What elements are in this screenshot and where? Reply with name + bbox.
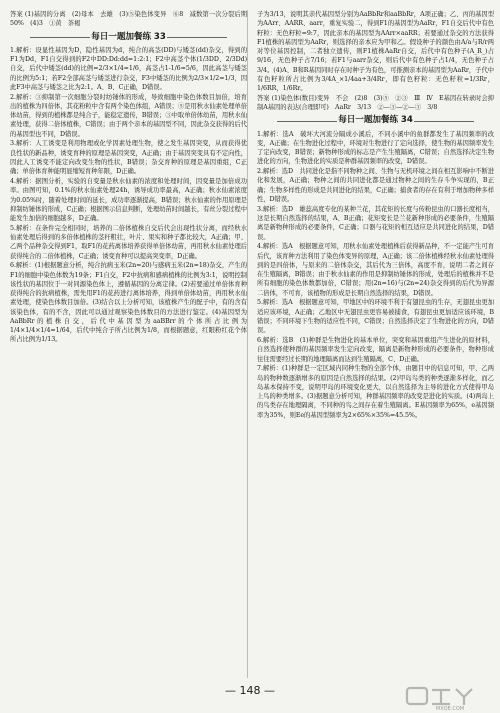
solution-item: 7.解析：(1)种群是一定区域内同种生物的全部个体，由题目中的信息可知，甲、乙两岛的物种数逐渐增多的原因是自然选择的结果。(2)甲岛鸟类的种类逐渐多样化，而乙岛基本保持不变，说明甲岛的环境变化更大，以自然选择为主导的进化方式使得甲岛上鸟的种类增多。(3)据题意分析可知，种群基因频率的改变是进化的实质。(4)两岛上的鸟类存在地理隔离，不同种的鸟之间存在着生殖隔离。E基因频率为65%，e基因频率为35%，则Ee的基因型频率为2×65%×35%=45.5%。 xyxy=(257,365,494,419)
left-intro: 答案 (1)基因的分离 (2)母本 去雄 (3)⑤染色体变异 ⑥8 减数第一次分裂后期 50% (4)3 ①黄 茶褐 xyxy=(10,11,254,28)
solution-item: 6.解析：选B (1)种群是生物进化的基本单位，突变和基因重组产生进化的原材料，自然选择使种群的基因频率发生定向改变，隔离是新物种形成的必要条件，物种形成往往需要经过长期的地理隔离而达到生殖隔离，C、D正确。 xyxy=(257,337,494,363)
solution-item: 2.解析：③抑制第一次细胞分裂时纺锤体的形成，导致细胞中染色体数目加倍，培育出的植株为四倍体，其花粉粒中含有两个染色体组，A错误；⑤是用秋水仙素处理单倍体幼苗，得到的植株都是纯合子，能稳定遗传，B错误；③中取单倍体幼苗，用秋水仙素处理，获得二倍体植株，C错误；由于两个亲本的基因型不同，因此杂交获得的后代的基因型也不同，D错误。 xyxy=(10,93,247,138)
answer-line: 答案 (1)染色体(数目)变异 不会 (2)8 (3)⑤ ②③ Ⅲ Ⅳ E基因在转录时会抑制A基因的表达(合理即可) AaRr 3/13 ②—③—②—③ 3/8 xyxy=(257,94,494,112)
column-divider xyxy=(247,10,248,678)
solution-item: 1.解析：设显性基因为D，隐性基因为d，纯合的高茎(DD)与矮茎(dd)杂交，得到的F1为Dd，F1自交得到的F2中DD:Dd:dd=1:2:1；F2中高茎个体(1/3DD、2/3Dd)自交，后代中矮茎(dd)的比例=2/3×1/4=1/6，高茎占1-1/6=5/6，因此高茎与矮茎的比例为5:1；若F2全部高茎与矮茎进行杂交，F3中矮茎的比例为2/3×1/2=1/3，因此F3中高茎与矮茎之比为2:1。A、B、C正确，D错误。 xyxy=(10,46,247,91)
svg-text:MXQE.COM: MXQE.COM xyxy=(435,706,465,711)
section-title-34: 每日一题加餐练 34 xyxy=(257,116,494,125)
right-intro: 子为3/13，说明其亲代基因型分别为AaBbRr和aaBbRr，A项正确；乙、丙的基因型为AArr、AARR、aarr，重复实验二，得到F1的基因型为AaRr，F1自交后代中有色籽粒：无色籽粒=9:7，因此亲本的基因型为AArr×aaRR；若要通过杂交的方法获得F1植株的基因型为AaRr，则选择的亲本应为甲和乙。假设种子的颜色由A/a与R/r两对等位基因控制，二者独立遗传，则F1植株AaRr自交，后代中有色种子(A_R_)占9/16，无色种子占7/16；若F1与aarr杂交，则后代中有色种子占1/4，无色种子占3/4。(4)A、B和R基因同时存在时种子为有色，可推测亲本的基因型为AaRr，子代中有色籽粒所占比例为3/4A_×1/4aa+3/4Rr，即有色籽粒：无色籽粒=1/3Rr，1/6RR，1/6Rr。 xyxy=(257,11,494,92)
left-column xyxy=(10,10,254,680)
solution-item: 3.解析：人工诱变是利用物理或化学因素处理生物，使之发生基因突变，从而获得优良性状的新品种，诱变育种的原理是基因突变，A正确；由于基因突变具有不定向性，因此人工诱变不能定向改变生物的性状，B错误；杂交育种的原理是基因重组，C正确；单倍体育种能明显缩短育种年限，D正确。 xyxy=(10,140,247,176)
solution-item: 4.解析：据图分析，实验的自变量是秋水仙素的浓度和处理时间，因变量是加倍成功率。由图可知，0.1%的秋水仙素处理24h，诱导成功率最高，A正确；秋水仙素浓度为0.05%时，随着处理时间的延长，成功率逐渐提高，B错误；秋水仙素的作用原理是抑制纺锤体的形成，C正确；根据图示信息判断，处理幼苗时间越长，有丝分裂过程中能发生加倍的细胞越多，D正确。 xyxy=(10,178,247,223)
page-number: — 148 — xyxy=(225,684,275,697)
solution-item: 1.解析：选A 破坏大河流分隔成小溪后，不同小溪中的鱼群都发生了基因频率的改变，A正确；在生物进化过程中，环境对生物进行了定向选择，使生物的基因频率发生了定向改变，B错误；新物种形成的标志是产生生殖隔离，C错误；自然选择决定生物进化的方向，生物进化的实质是种群基因频率的改变，D错误。 xyxy=(257,130,494,166)
page xyxy=(10,10,494,680)
solution-item: 2.解析：选D 共同进化是指不同物种之间、生物与无机环境之间在相互影响中不断进化和发展，A正确；物种之间的共同进化都是通过物种之间的生存斗争实现的，B正确；生物多样性的形成是共同进化的结果，C正确；捕食者的存在有利于增加物种多样性，D错误。 xyxy=(257,168,494,203)
right-column xyxy=(257,10,494,680)
solution-item: 5.解析：在条件完全相同时，培养的二倍体植株自交后代会出现性状分离，而经秋水仙素处理后得到的多倍体植株的茎秆粗壮，叶片、果实和种子都比较大，A正确；甲、乙两个品种杂交得到F1，取F1的花药离体培养获得单倍体幼苗，再用秋水仙素处理后获得纯合的二倍体植株，C正确；诱变育种可以提高突变率，D正确。 xyxy=(10,224,247,260)
watermark-logo xyxy=(404,685,496,711)
solution-item: 6.解析：(1)根据题意分析，纯合抗病玉米(2n=20)与感病玉米(2n=18)杂交，产生的F1的细胞中染色体数为19条；F1自交，F2中抗病和感病植株的比例为3:1，说明控制该性状的基因位于一对同源染色体上，遵循基因的分离定律。(2)若要通过单倍体育种获得纯合的抗病植株，需先用F1的花药进行离体培养，得到单倍体幼苗，再用秋水仙素处理，使染色体数目加倍。(3)结合以上分析可知，该植株产生的配子中，有的含有该染色体，有的不含，因此可以通过观察染色体数目的方法进行鉴定。(4)基因型为AaBbRr的植株自交，后代中基因型为aaBBrr的个体所占比例为1/4×1/4×1/4=1/64，后代中纯合子所占比例为1/8，而根据题意，红眼粉红花个体所占比例为1/13。 xyxy=(10,262,247,344)
solution-item: 4.解析：选A 根据题意可知，用秋水仙素处理植株后获得新品种，不一定能产生可育后代，该育种方法利用了染色体变异的原理，A正确；该二倍体植株经秋水仙素处理得到的是四倍体，与原来的二倍体杂交，其后代为三倍体，高度不育，说明二者之间存在生殖隔离，B错误；由于秋水仙素的作用是抑制纺锤体的形成，处理后的植株并不是所有细胞的染色体数都加倍，C错误；用(2n=16)与(2n=24)杂交得到的后代为异源二倍体，不可育，该植物的形成是长期自然选择的结果，D错误。 xyxy=(257,243,494,297)
solution-item: 5.解析：选A 根据题意可知，甲地区中的环境不利于有翅昆虫的生存，无翅昆虫更加适应该环境，A正确；乙地区中无翅昆虫更容易被捕食，有翅昆虫更加适应该环境，B错误；不同环境下生物的适应性不同，C错误；自然选择决定了生物进化的方向，D错误。 xyxy=(257,299,494,335)
section-title-33: 每日一题加餐练 33 xyxy=(10,33,247,42)
solution-item: 3.解析：选D 雄蕊高度专化的某种兰花，其花矩的长度与传粉昆虫的口器长度相当，这是长期自然选择的结果，A、B正确；花矩变长是兰花新种形成的必要条件，生殖隔离是新物种形成的必要条件，C正确；口器与花矩的相互适应是共同进化的结果，D错误。 xyxy=(257,205,494,241)
